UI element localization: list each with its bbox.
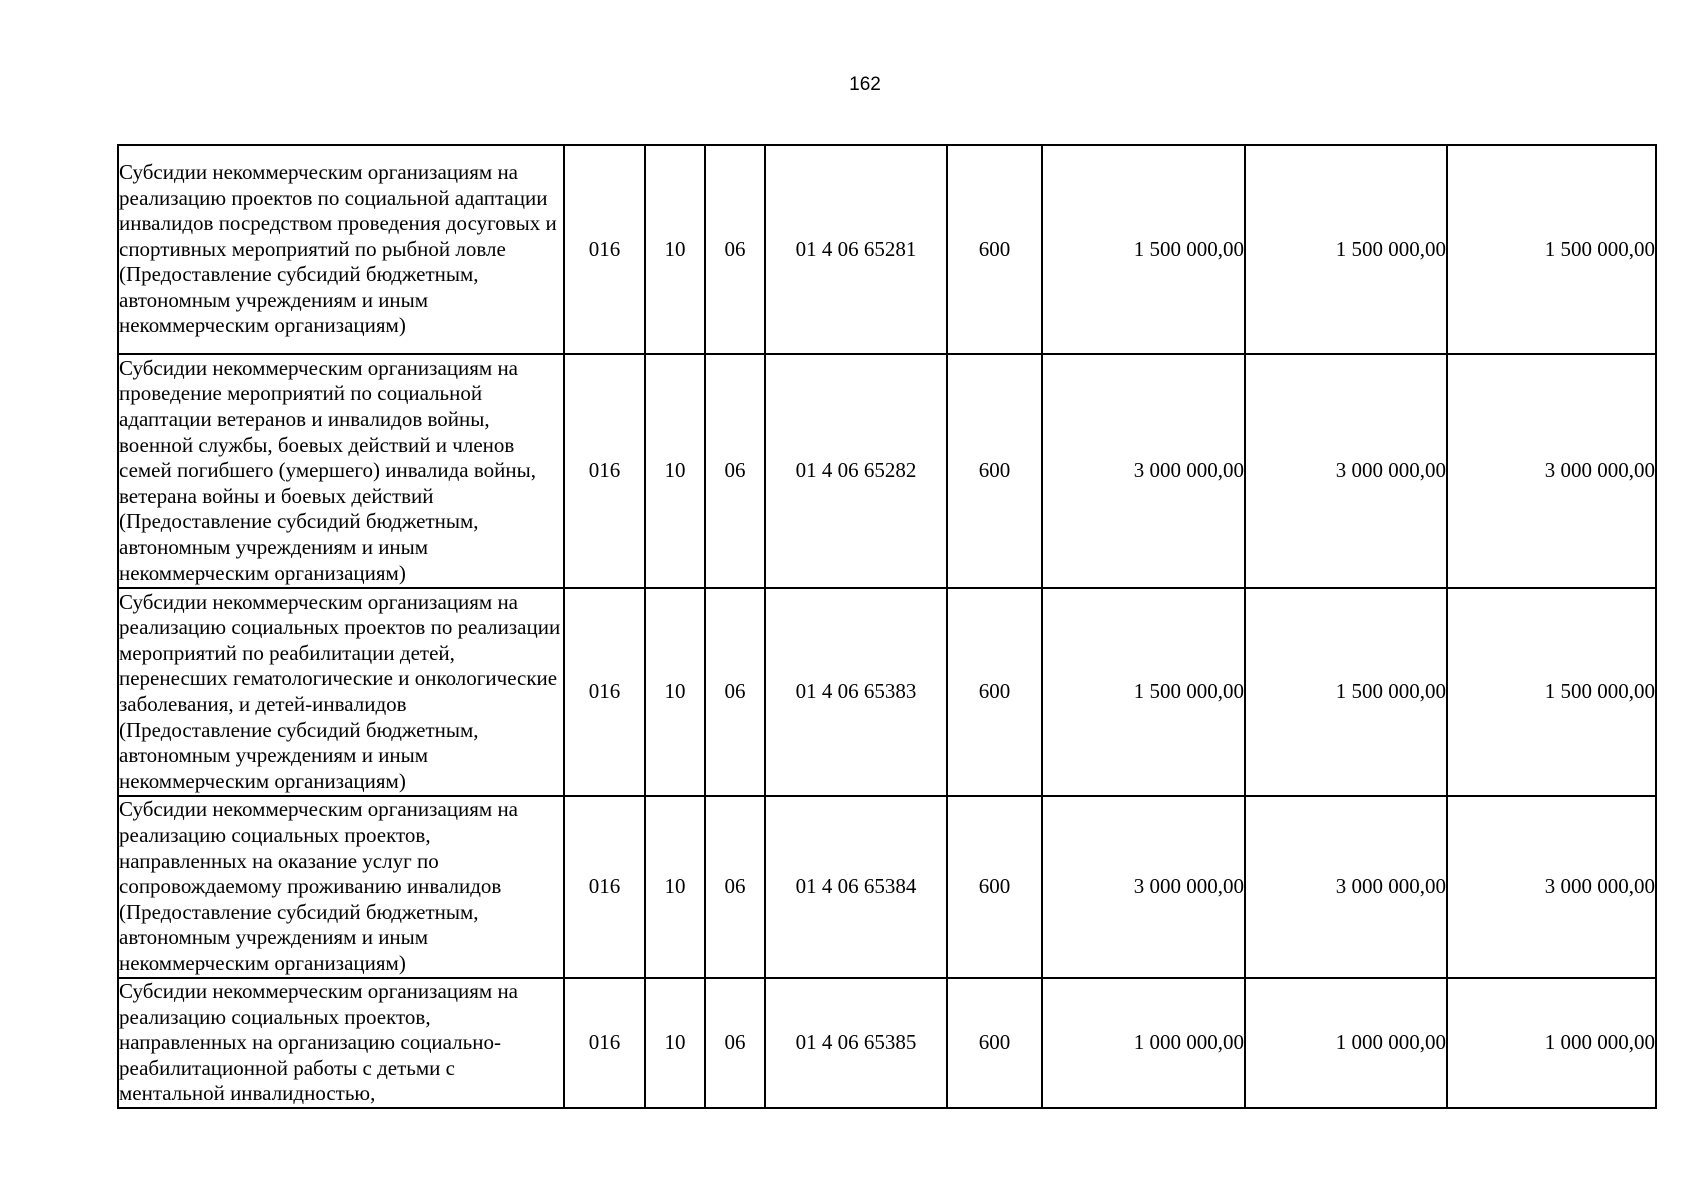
table-row (118, 354, 1656, 588)
target-article-code: 01 4 06 65282 (765, 354, 947, 588)
subsection-code: 06 (705, 978, 765, 1108)
amount-year-1: 1 500 000,00 (1042, 588, 1245, 796)
target-article-code: 01 4 06 65281 (765, 145, 947, 354)
row-description: Субсидии некоммерческим организациям на реализацию проектов по социальной адаптации инвалидов посредством проведения досуговых и спортивных мероприятий по рыбной ловле (Предоставление субсидий бюджетным, автономным учреждениям и иным некоммерческим организациям) (118, 145, 564, 354)
target-article-code: 01 4 06 65385 (765, 978, 947, 1108)
target-article-code: 01 4 06 65384 (765, 796, 947, 978)
expense-type-code: 600 (947, 796, 1042, 978)
section-code: 10 (645, 354, 705, 588)
subsection-code: 06 (705, 588, 765, 796)
amount-year-1: 1 000 000,00 (1042, 978, 1245, 1108)
amount-year-1: 1 500 000,00 (1042, 145, 1245, 354)
budget-table (117, 144, 1657, 1109)
section-code: 10 (645, 796, 705, 978)
department-code: 016 (564, 588, 645, 796)
department-code: 016 (564, 796, 645, 978)
amount-year-2: 3 000 000,00 (1245, 354, 1447, 588)
expense-type-code: 600 (947, 588, 1042, 796)
page-number: 162 (849, 74, 881, 95)
department-code: 016 (564, 145, 645, 354)
row-description: Субсидии некоммерческим организациям на реализацию социальных проектов, направленных на оказание услуг по сопровождаемому проживанию инвалидов (Предоставление субсидий бюджетным, автономным учреждениям и иным некоммерческим организациям) (118, 796, 564, 978)
section-code: 10 (645, 145, 705, 354)
section-code: 10 (645, 588, 705, 796)
section-code: 10 (645, 978, 705, 1108)
amount-year-3: 3 000 000,00 (1447, 354, 1656, 588)
amount-year-2: 1 000 000,00 (1245, 978, 1447, 1108)
expense-type-code: 600 (947, 978, 1042, 1108)
amount-year-3: 1 000 000,00 (1447, 978, 1656, 1108)
expense-type-code: 600 (947, 145, 1042, 354)
subsection-code: 06 (705, 145, 765, 354)
department-code: 016 (564, 354, 645, 588)
row-description: Субсидии некоммерческим организациям на реализацию социальных проектов по реализации мероприятий по реабилитации детей, перенесших гематологические и онкологические заболевания, и детей-инвалидов (Предоставление субсидий бюджетным, автономным учреждениям и иным некоммерческим организациям) (118, 588, 564, 796)
table-row (118, 978, 1656, 1108)
subsection-code: 06 (705, 354, 765, 588)
table-row (118, 145, 1656, 354)
department-code: 016 (564, 978, 645, 1108)
row-description: Субсидии некоммерческим организациям на проведение мероприятий по социальной адаптации ветеранов и инвалидов войны, военной службы, боевых действий и членов семей погибшего (умершего) инвалида войны, ветерана войны и боевых действий (Предоставление субсидий бюджетным, автономным учреждениям и иным некоммерческим организациям) (118, 354, 564, 588)
target-article-code: 01 4 06 65383 (765, 588, 947, 796)
subsection-code: 06 (705, 796, 765, 978)
amount-year-1: 3 000 000,00 (1042, 354, 1245, 588)
amount-year-3: 3 000 000,00 (1447, 796, 1656, 978)
table-row (118, 796, 1656, 978)
amount-year-2: 1 500 000,00 (1245, 588, 1447, 796)
amount-year-2: 1 500 000,00 (1245, 145, 1447, 354)
amount-year-1: 3 000 000,00 (1042, 796, 1245, 978)
amount-year-3: 1 500 000,00 (1447, 145, 1656, 354)
table-row (118, 588, 1656, 796)
amount-year-3: 1 500 000,00 (1447, 588, 1656, 796)
row-description: Субсидии некоммерческим организациям на реализацию социальных проектов, направленных на организацию социально-реабилитационной работы с детьми с ментальной инвалидностью, (118, 978, 564, 1108)
amount-year-2: 3 000 000,00 (1245, 796, 1447, 978)
expense-type-code: 600 (947, 354, 1042, 588)
